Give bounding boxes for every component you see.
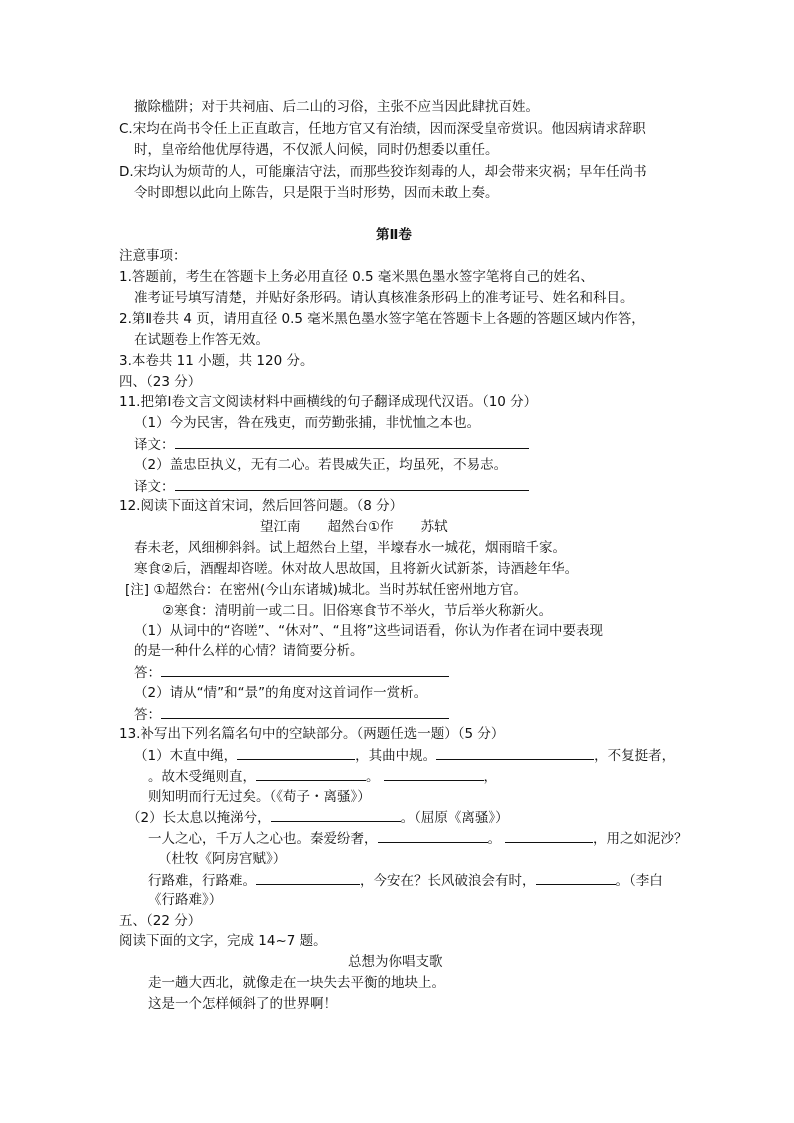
translation-line-1 [134,435,529,454]
option-d-line2: 令时即想以此向上陈告，只是限于当时形势，因而未敢上奏。 [134,185,499,201]
option-b-tail: 撤除槛阱；对于共祠庙、后二山的习俗，主张不应当因此肆扰百姓。 [134,99,539,115]
text: 。 [366,769,380,785]
question-11: 11.把第Ⅰ卷文言文阅读材料中画横线的句子翻译成现代汉语。（10 分） [119,394,538,410]
question-13-4-line2: 《行路难》） [148,892,223,908]
essay-paragraph-2: 这是一个怎样倾斜了的世界啊！ [148,996,337,1012]
fill-blank[interactable] [436,746,594,760]
question-12: 12.阅读下面这首宋词，然后回答问题。（8 分） [119,498,404,514]
option-c-line1: C.宋均在尚书令任上正直敢言，任地方官又有治绩，因而深受皇帝赏识。他因病请求辞职 [119,121,646,137]
question-13-3-line2: （杜牧《阿房宫赋》） [158,851,287,867]
text: 。 [487,831,501,847]
poem-line-1: 春未老，风细柳斜斜。试上超然台上望，半壕春水一城花，烟雨暗千家。 [134,540,566,556]
poem-title: 望江南 超然台①作 苏轼 [260,519,448,535]
question-11-2: （2）盖忠臣执义，无有二心。若畏威失正，均虽死，不易志。 [134,457,508,473]
answer-blank[interactable] [161,663,449,677]
text: 。故木受绳则直， [148,769,256,785]
text: 一人之心，千万人之心也。秦爱纷奢， [148,831,378,847]
text: 。（李白 [615,873,663,889]
question-12-1a: （1）从词中的“咨嗟”、“休对”、“且将”这些词语看，你认为作者在词中要表现 [134,623,604,639]
answer-line-2 [134,705,449,724]
essay-title: 总想为你唱支歌 [348,954,443,970]
section-title: 第Ⅱ卷 [376,227,412,243]
text: （2）长太息以掩涕兮， [127,810,271,826]
notice-2b: 在试题卷上作答无效。 [134,332,269,348]
question-12-2: （2）请从“情”和“景”的角度对这首词作一赏析。 [134,685,428,701]
question-13-1-line2 [148,767,497,786]
text: ，不复挺者， [594,748,676,764]
translation-label: 译文： [134,437,175,453]
part5-heading: 五、（22 分） [119,913,202,929]
question-13-4-line1 [148,871,663,890]
question-12-1b: 的是一种什么样的心情？请简要分析。 [134,643,364,659]
fill-blank[interactable] [378,829,488,843]
poem-line-2: 寒食②后，酒醒却咨嗟。休对故人思故国，且将新火试新茶，诗酒趁年华。 [134,561,579,577]
fill-blank[interactable] [536,871,616,885]
text: ，用之如泥沙？ [593,831,688,847]
answer-line-1 [134,663,449,682]
answer-label: 答： [134,707,161,723]
poem-note-2: ②寒食：清明前一或二日。旧俗寒食节不举火，节后举火称新火。 [162,603,553,619]
question-13-1-line1 [134,746,675,765]
text: ，今安在？长风破浪会有时， [360,873,536,889]
text: 行路难，行路难。 [148,873,256,889]
option-d-line1: D.宋均认为烦苛的人，可能廉洁守法，而那些狡诈刻毒的人，却会带来灾祸；早年任尚书 [119,164,647,180]
answer-label: 答： [134,665,161,681]
translation-line-2 [134,477,529,496]
text: ，其曲中规。 [355,748,437,764]
fill-blank[interactable] [256,871,360,885]
fill-blank[interactable] [237,746,355,760]
text: 。（屈原《离骚》） [400,810,509,826]
notice-1b: 准考证号填写清楚，并贴好条形码。请认真核准条形码上的准考证号、姓名和科目。 [134,290,634,306]
essay-paragraph-1: 走一趟大西北，就像走在一块失去平衡的地块上。 [148,975,445,991]
fill-blank[interactable] [271,808,401,822]
text: （1）木直中绳， [134,748,238,764]
notice-1a: 1.答题前，考生在答题卡上务必用直径 0.5 毫米黑色墨水签字笔将自己的姓名、 [119,269,594,285]
question-13-1-line3: 则知明而行无过矣。（《荀子・离骚》） [148,789,371,805]
question-11-1: （1）今为民害，咎在残吏，而劳勤张捕，非忧恤之本也。 [134,415,481,431]
answer-blank[interactable] [175,477,529,491]
poem-note-1: [注] ①超然台：在密州(今山东诸城)城北。当时苏轼任密州地方官。 [125,582,527,598]
translation-label: 译文： [134,479,175,495]
notice-title: 注意事项： [119,248,187,264]
fill-blank[interactable] [384,767,484,781]
question-13-3-line1 [148,829,688,848]
answer-blank[interactable] [161,705,449,719]
notice-3: 3.本卷共 11 小题，共 120 分。 [119,353,314,369]
part4-heading: 四、（23 分） [119,374,202,390]
option-c-line2: 时，皇帝给他优厚待遇，不仅派人问候，同时仍想委以重任。 [134,142,499,158]
answer-blank[interactable] [175,435,529,449]
fill-blank[interactable] [256,767,366,781]
question-13-2 [127,808,509,827]
question-13: 13.补写出下列名篇名句中的空缺部分。（两题任选一题）（5 分） [119,726,505,742]
text: ， [483,769,497,785]
fill-blank[interactable] [505,829,593,843]
notice-2a: 2.第Ⅱ卷共 4 页，请用直径 0.5 毫米黑色墨水签字笔在答题卡上各题的答题区域内作答， [119,311,645,327]
part5-intro: 阅读下面的文字，完成 14~7 题。 [119,933,327,949]
